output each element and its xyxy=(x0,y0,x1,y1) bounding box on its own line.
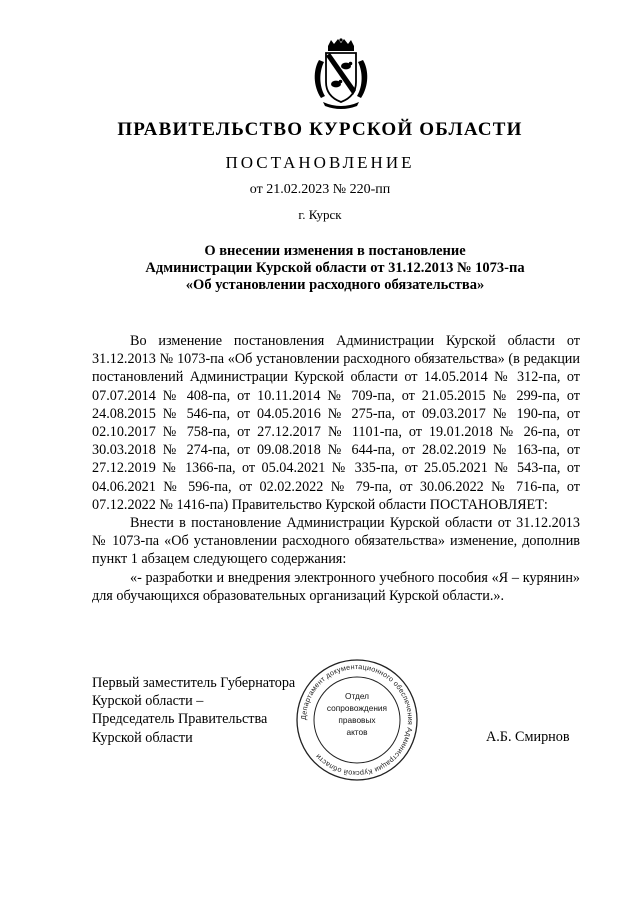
stamp-line: Отдел xyxy=(345,691,369,701)
document-subject xyxy=(100,243,570,294)
document-body xyxy=(92,332,580,605)
subject-line: О внесении изменения в постановление xyxy=(204,243,466,259)
stamp-line: сопровождения xyxy=(326,703,388,713)
body-paragraph: Во изменение постановления Администрации Курской области от 31.12.2013 № 1073-па «Об установлении расходного обязательства» (в редакции постановлений Администрации Курской области от 14.05.2014 № 312-па, от 07.07.2014 № 408-па, от 10.11.2014 № 709-па, от 21.05.2015 № 299-па, от 24.08.2015 № 546-па, от 04.05.2016 № 275-па, от 09.03.2017 № 190-па, от 02.10.2017 № 758-па, от 27.12.2017 № 1101-па, от 19.01.2018 № 26-па, от 30.03.2018 № 274-па, от 09.08.2018 № 644-па, от 28.02.2019 № 163-па, от 27.12.2019 № 1366-па, от 05.04.2021 № 335-па, от 25.05.2021 № 543-па, от 04.06.2021 № 596-па, от 02.02.2022 № 79-па, от 30.06.2022 № 716-па, от 07.12.2022 № 1416-па) Правительство Курской области ПОСТАНОВЛЯЕТ: xyxy=(92,333,580,513)
document-type: ПОСТАНОВЛЕНИЕ xyxy=(225,153,415,172)
position-line: Курской области – xyxy=(92,693,204,710)
position-line: Курской области xyxy=(92,729,193,746)
document-date-number: от 21.02.2023 № 220-пп xyxy=(249,182,391,197)
kursk-coat-of-arms-icon xyxy=(311,38,371,110)
signatory-position xyxy=(92,674,322,747)
position-line: Председатель Правительства xyxy=(92,711,268,728)
body-paragraph-quote: «- разработки и внедрения электронного учебного пособия «Я – курянин» для обучающихся образовательных организаций Курской области.». xyxy=(92,569,580,604)
document-city: г. Курск xyxy=(298,207,342,222)
stamp-line: правовых xyxy=(338,715,376,725)
stamp-line: актов xyxy=(346,727,368,737)
signatory-name: А.Б. Смирнов xyxy=(486,729,570,745)
body-paragraph: Внести в постановление Администрации Курской области от 31.12.2013 № 1073-па «Об установлении расходного обязательства» изменение, дополнив пункт 1 абзацем следующего содержания: xyxy=(92,515,580,568)
stamp-center-text xyxy=(326,690,388,738)
subject-line: Администрации Курской области от 31.12.2013 № 1073-па xyxy=(145,260,525,276)
subject-line: «Об установлении расходного обязательства» xyxy=(185,277,485,293)
organization-title: ПРАВИТЕЛЬСТВО КУРСКОЙ ОБЛАСТИ xyxy=(117,119,523,140)
position-line: Первый заместитель Губернатора xyxy=(92,675,296,691)
stamp-ring-text: Департамент документационного обеспечения Администрации Курской области xyxy=(298,661,416,779)
